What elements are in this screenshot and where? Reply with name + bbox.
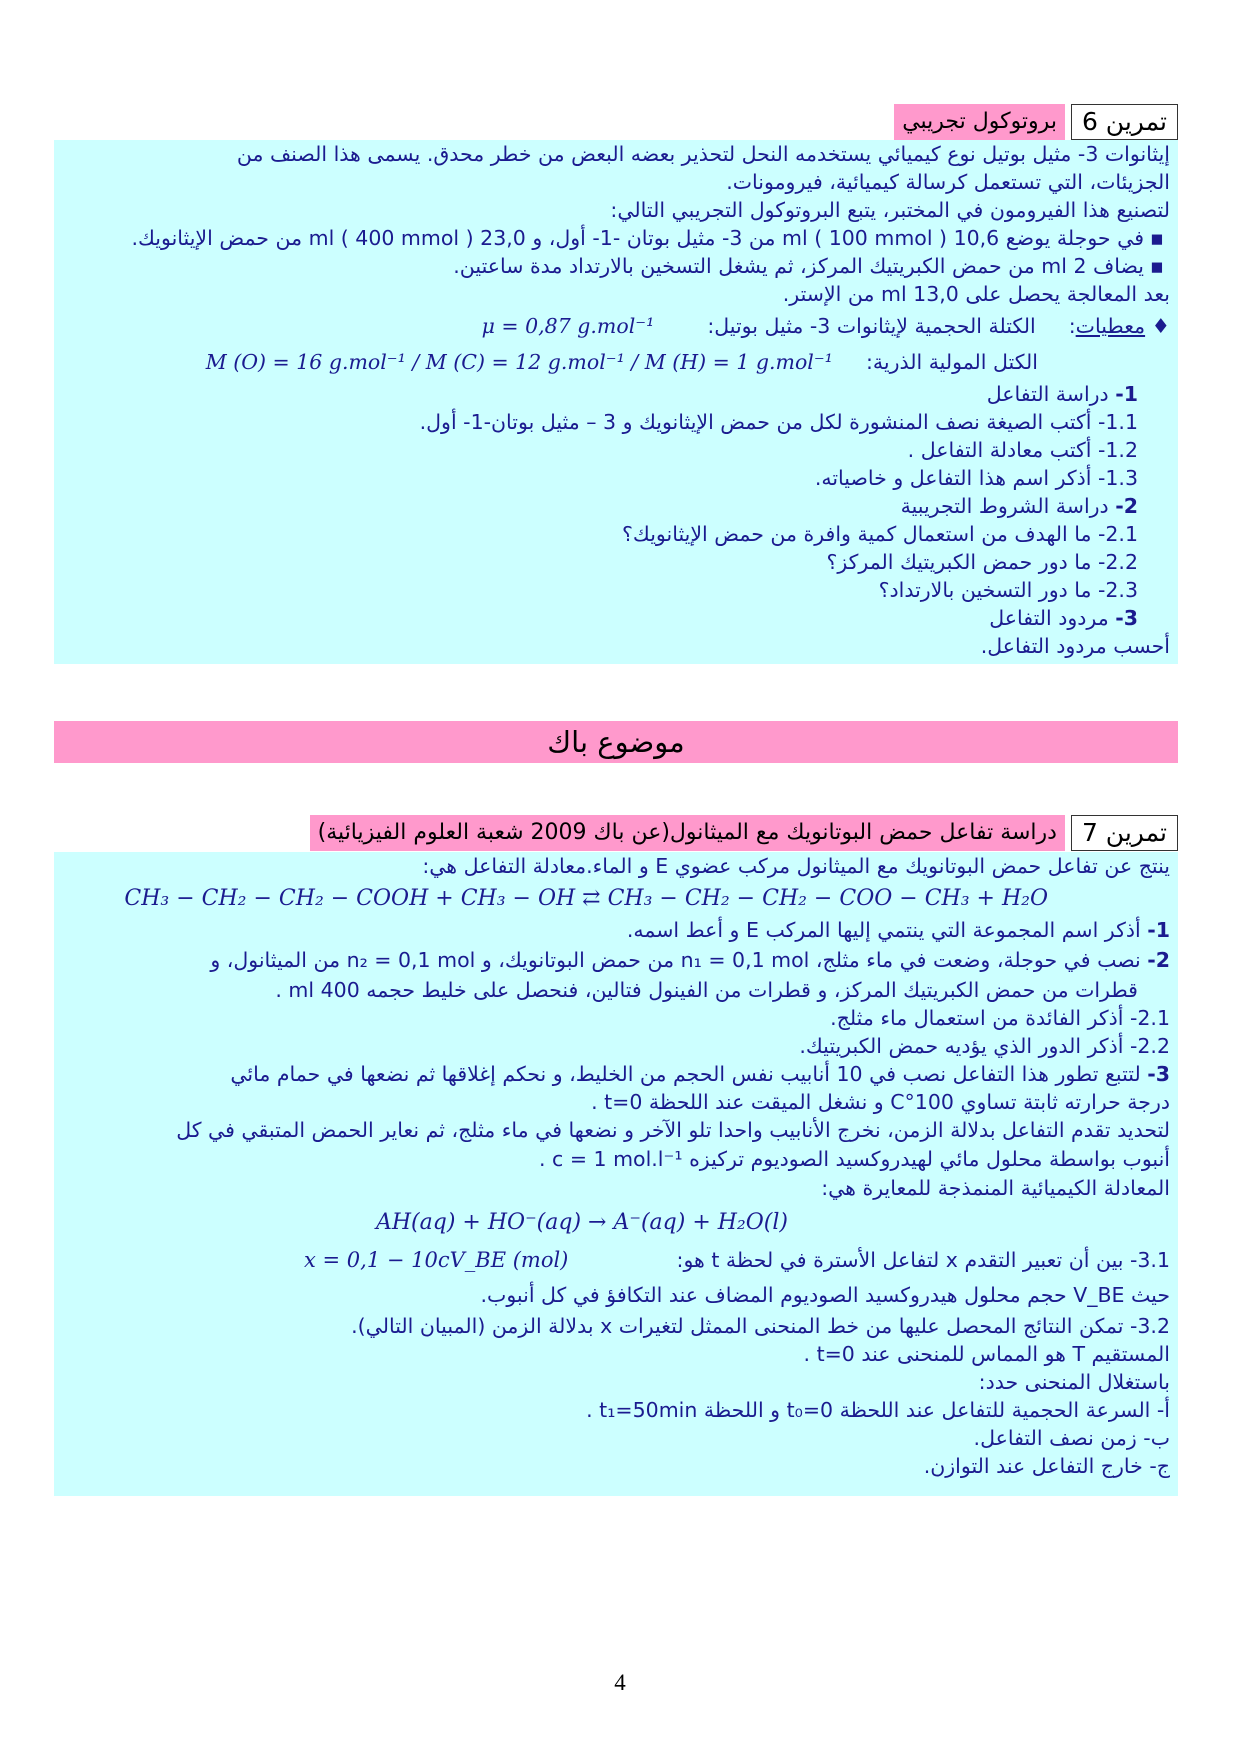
question-3-2-c: باستغلال المنحنى حدد: bbox=[978, 1370, 1170, 1394]
bullet-item: ▪يضاف 2 ml من حمض الكبريتيك المركز، ثم يشغل التسخين بالارتداد مدة ساعتين. bbox=[54, 252, 1178, 280]
advancement-equation: x = 0,1 − 10cV_BE (mol) bbox=[304, 1248, 569, 1272]
exercise-6-title: بروتوكول تجريبي bbox=[894, 104, 1065, 140]
paragraph-line: إيثانوات 3- مثيل بوتيل نوع كيميائي يستخدمه النحل لتحذير بعضه البعض من خطر محدق. يسمى هذا الصنف من bbox=[236, 142, 1170, 166]
question-2-1: 2.1- أذكر الفائدة من استعمال ماء مثلج. bbox=[830, 1006, 1170, 1030]
question-1: 1- أذكر اسم المجموعة التي ينتمي إليها المركب E و أعط اسمه. bbox=[626, 918, 1170, 942]
intro-line: ينتج عن تفاعل حمض البوتانويك مع الميثانول مركب عضوي E و الماء.معادلة التفاعل هي: bbox=[422, 854, 1170, 878]
data-density-line: ♦ معطيات: الكتلة الحجمية لإيثانوات 3- مثيل بوتيل: μ = 0,87 g.mol⁻¹ bbox=[481, 314, 1170, 338]
question-3-2-b: المستقيم T هو المماس للمنحنى عند t=0 . bbox=[803, 1342, 1170, 1366]
question-1-1: 1.1- أكتب الصيغة نصف المنشورة لكل من حمض الإيثانويك و 3 – مثيل بوتان-1- أول. bbox=[419, 410, 1138, 434]
density-value: μ = 0,87 g.mol⁻¹ bbox=[481, 314, 655, 338]
question-3-2-bb: ب- زمن نصف التفاعل. bbox=[973, 1426, 1170, 1450]
question-3-e: المعادلة الكيميائية المنمذجة للمعايرة هي: bbox=[821, 1176, 1170, 1200]
exercise-6-body bbox=[54, 140, 1178, 664]
exercise-6-header bbox=[894, 104, 1178, 142]
paragraph-line: الجزيئات، التي تستعمل كرسالة كيميائية، فيرومونات. bbox=[726, 170, 1170, 194]
diamond-bullet-icon: ♦ bbox=[1151, 314, 1170, 338]
exercise-7-body bbox=[54, 852, 1178, 1496]
paragraph-line: لتصنيع هذا الفيرومون في المختبر، يتبع البروتوكول التجريبي التالي: bbox=[610, 198, 1170, 222]
question-2-2: 2.2- أذكر الدور الذي يؤديه حمض الكبريتيك. bbox=[799, 1034, 1170, 1058]
question-1-2: 1.2- أكتب معادلة التفاعل . bbox=[907, 438, 1138, 462]
paragraph-line: بعد المعالجة يحصل على 13,0 ml من الإستر. bbox=[782, 282, 1170, 306]
question-2-b: قطرات من حمض الكبريتيك المركز، و قطرات من الفينول فتالين، فنحصل على خليط حجمه 400 ml . bbox=[275, 978, 1138, 1002]
question-2-1: 2.1- ما الهدف من استعمال كمية وافرة من حمض الإيثانويك؟ bbox=[622, 522, 1138, 546]
question-3-a: 3- لتتبع تطور هذا التفاعل نصب في 10 أنابيب نفس الحجم من الخليط، و نحكم إغلاقها ثم نضعها في حمام مائي bbox=[230, 1062, 1170, 1086]
titration-equation: AH(aq) + HO⁻(aq) → A⁻(aq) + H₂O(l) bbox=[375, 1210, 788, 1235]
square-bullet-icon: ▪ bbox=[1150, 226, 1164, 250]
molar-label: الكتل المولية الذرية: bbox=[865, 350, 1038, 374]
question-3-heading: 3- مردود التفاعل bbox=[989, 606, 1138, 630]
page-number: 4 bbox=[614, 1670, 626, 1695]
exercise-7-header bbox=[310, 815, 1178, 853]
molar-value: M (O) = 16 g.mol⁻¹ / M (C) = 12 g.mol⁻¹ / M (H) = 1 g.mol⁻¹ bbox=[205, 350, 833, 374]
bullet-item: ▪في حوجلة يوضع 10,6 ml ( 100 mmol ) من 3- مثيل بوتان -1- أول، و 23,0 ml ( 400 mmol ) من حمض الإيثانويك. bbox=[54, 224, 1178, 252]
question-3-2-a: أ- السرعة الحجمية للتفاعل عند اللحظة t₀=0 و اللحظة t₁=50min . bbox=[586, 1398, 1170, 1422]
square-bullet-icon: ▪ bbox=[1150, 254, 1164, 278]
question-1-3: 1.3- أذكر اسم هذا التفاعل و خاصياته. bbox=[814, 466, 1138, 490]
question-3-2-cc: ج- خارج التفاعل عند التوازن. bbox=[923, 1454, 1170, 1478]
exercise-7-title: دراسة تفاعل حمض البوتانويك مع الميثانول(عن باك 2009 شعبة العلوم الفيزيائية) bbox=[310, 815, 1065, 851]
question-3-1: 3.1- بين أن تعبير التقدم x لتفاعل الأسترة في لحظة t هو: x = 0,1 − 10cV_BE (mol) bbox=[54, 1242, 1178, 1278]
question-3-1-b: حيث V_BE حجم محلول هيدروكسيد الصوديوم المضاف عند التكافؤ في كل أنبوب. bbox=[480, 1283, 1170, 1307]
question-2-heading: 2- دراسة الشروط التجريبية bbox=[900, 494, 1138, 518]
question-1-heading: 1- دراسة التفاعل bbox=[986, 382, 1138, 406]
bac-section-title: موضوع باك bbox=[54, 721, 1178, 763]
exercise-7-number: تمرين 7 bbox=[1071, 815, 1178, 851]
question-3-text: أحسب مردود التفاعل. bbox=[980, 634, 1170, 658]
question-2-3: 2.3- ما دور التسخين بالارتداد؟ bbox=[878, 578, 1138, 602]
data-label: معطيات bbox=[1075, 314, 1146, 338]
titration-equation-line bbox=[54, 1202, 1178, 1242]
question-3-2: 3.2- تمكن النتائج المحصل عليها من خط المنحنى الممثل لتغيرات x بدلالة الزمن (المبيان التالي). bbox=[351, 1314, 1170, 1338]
question-2-2: 2.2- ما دور حمض الكبريتيك المركز؟ bbox=[826, 550, 1138, 574]
exercise-6-number: تمرين 6 bbox=[1071, 104, 1178, 140]
question-3-b: درجة حرارته ثابتة تساوي 100°C و نشغل الميقت عند اللحظة t=0 . bbox=[591, 1090, 1170, 1114]
reaction-equation-line bbox=[54, 880, 1178, 916]
question-2-a: 2- نصب في حوجلة، وضعت في ماء مثلج، n₁ = 0,1 mol من حمض البوتانويك، و n₂ = 0,1 mol من الميثانول، و bbox=[210, 948, 1170, 972]
density-label: الكتلة الحجمية لإيثانوات 3- مثيل بوتيل: bbox=[707, 314, 1036, 338]
molar-mass-line bbox=[54, 344, 1178, 380]
question-3-c: لتحديد تقدم التفاعل بدلالة الزمن، نخرج الأنابيب واحدا تلو الآخر و نضعها في ماء مثلج، ثم نعاير الحمض المتبقي في كل bbox=[176, 1118, 1170, 1142]
reaction-equation: CH₃ − CH₂ − CH₂ − COOH + CH₃ − OH ⇄ CH₃ − CH₂ − CH₂ − COO − CH₃ + H₂O bbox=[124, 886, 1048, 911]
question-3-d: أنبوب بواسطة محلول مائي لهيدروكسيد الصوديوم تركيزه c = 1 mol.l⁻¹ . bbox=[539, 1147, 1170, 1171]
